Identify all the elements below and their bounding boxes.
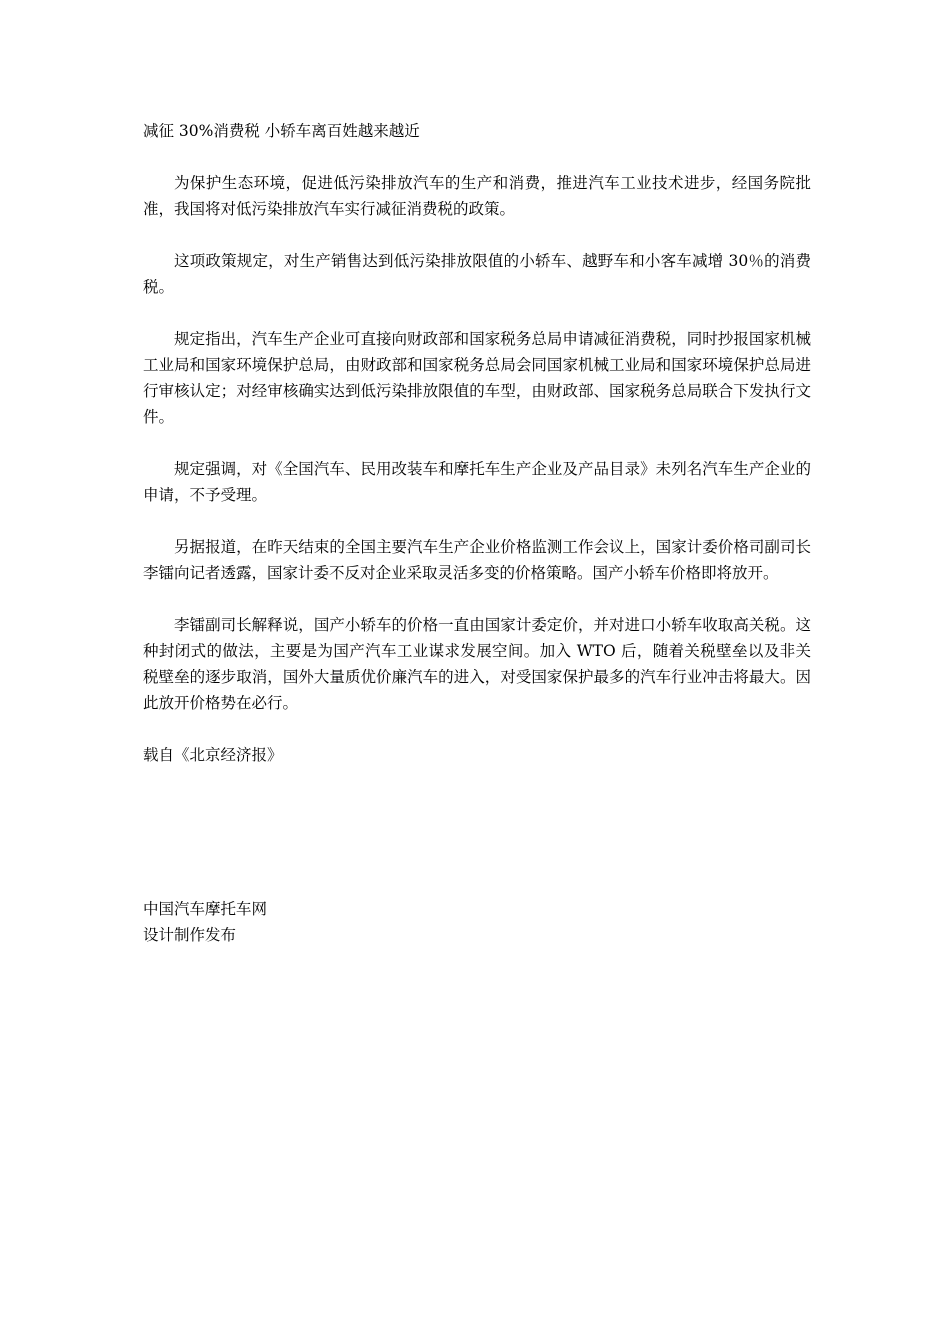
publisher-footer (143, 896, 267, 948)
paragraph-2: 这项政策规定，对生产销售达到低污染排放限值的小轿车、越野车和小客车减增 30％的消费税。 (143, 252, 811, 296)
article (143, 118, 811, 768)
paragraph-4: 规定强调，对《全国汽车、民用改装车和摩托车生产企业及产品目录》未列名汽车生产企业的申请，不予受理。 (143, 460, 811, 504)
article-title: 减征 30%消费税 小轿车离百姓越来越近 (143, 122, 420, 140)
paragraph-1: 为保护生态环境，促进低污染排放汽车的生产和消费，推进汽车工业技术进步，经国务院批准，我国将对低污染排放汽车实行减征消费税的政策。 (143, 174, 811, 218)
paragraph-5: 另据报道，在昨天结束的全国主要汽车生产企业价格监测工作会议上，国家计委价格司副司长李镭向记者透露，国家计委不反对企业采取灵活多变的价格策略。国产小轿车价格即将放开。 (143, 538, 811, 582)
paragraph-3: 规定指出，汽车生产企业可直接向财政部和国家税务总局申请减征消费税，同时抄报国家机械工业局和国家环境保护总局，由财政部和国家税务总局会同国家机械工业局和国家环境保护总局进行审核认定；对经审核确实达到低污染排放限值的车型，由财政部、国家税务总局联合下发执行文件。 (143, 330, 811, 426)
article-source: 载自《北京经济报》 (143, 746, 283, 764)
publisher-name: 中国汽车摩托车网 (143, 900, 268, 918)
publisher-credit: 设计制作发布 (143, 926, 237, 944)
paragraph-6: 李镭副司长解释说，国产小轿车的价格一直由国家计委定价，并对进口小轿车收取高关税。这种封闭式的做法，主要是为国产汽车工业谋求发展空间。加入 WTO 后，随着关税壁垒以及非关税壁垒的逐步取消，国外大量质优价廉汽车的进入，对受国家保护最多的汽车行业冲击将最大。因此放开价格势在必行。 (143, 616, 811, 712)
